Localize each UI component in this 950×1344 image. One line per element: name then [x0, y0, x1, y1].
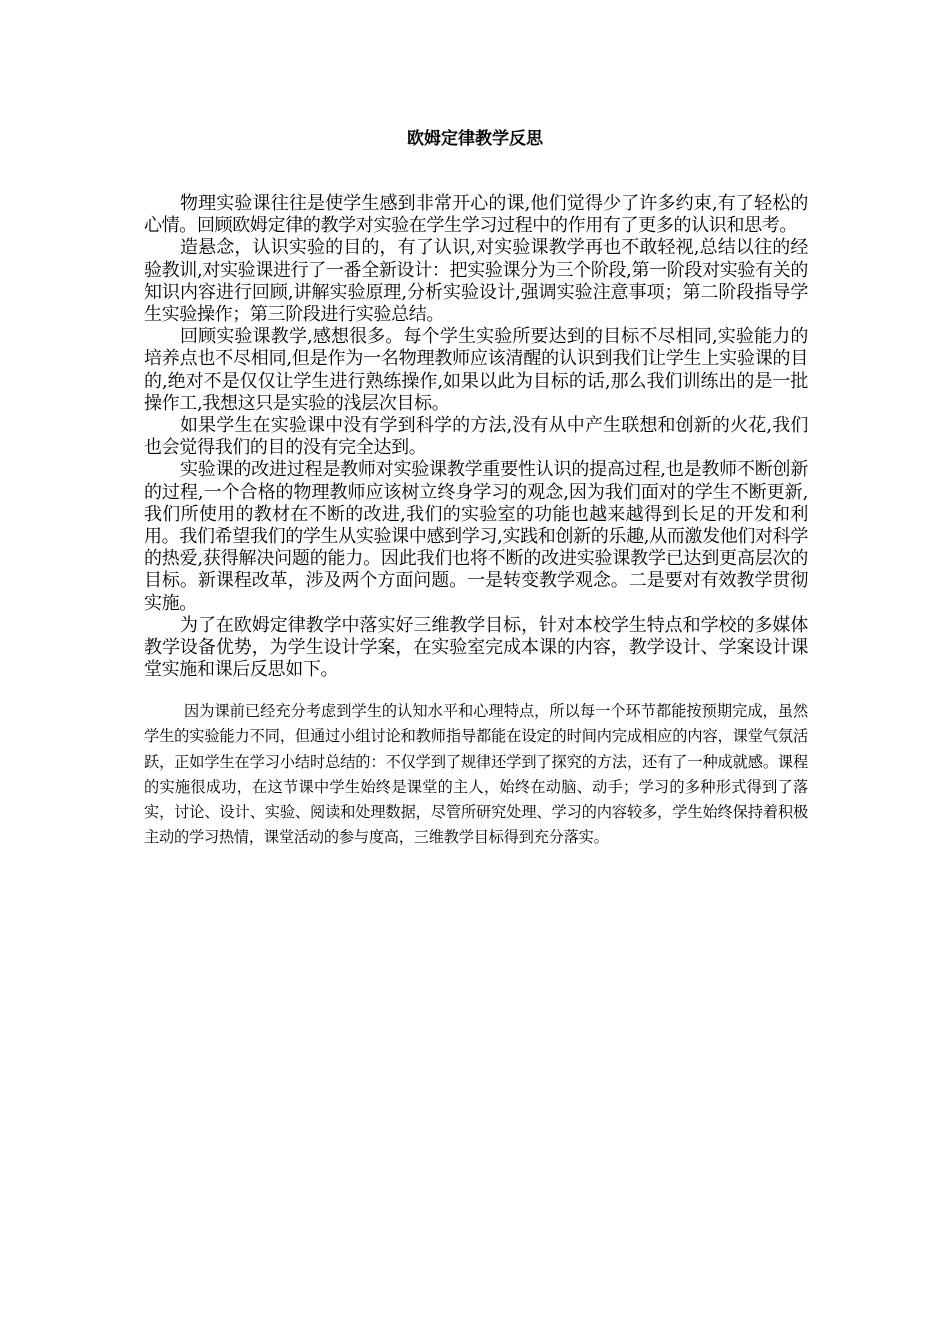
paragraph-1: 物理实验课往往是使学生感到非常开心的课,他们觉得少了许多约束,有了轻松的心情。回顾欧姆定律的教学对实验在学生学习过程中的作用有了更多的认识和思考。 [144, 193, 808, 237]
paragraph-5: 实验课的改进过程是教师对实验课教学重要性认识的提高过程,也是教师不断创新的过程,一个合格的物理教师应该树立终身学习的观念,因为我们面对的学生不断更新,我们所使用的教材在不断的改进,我们的实验室的功能也越来越得到长足的开发和利用。我们希望我们的学生从实验课中感到学习,实践和创新的乐趣,从而激发他们对科学的热爱,获得解决问题的能力。因此我们也将不断的改进实验课教学已达到更高层次的目标。新课程改革，涉及两个方面问题。一是转变教学观念。二是要对有效教学贯彻实施。 [144, 459, 808, 614]
paragraph-2: 造悬念，认识实验的目的，有了认识,对实验课教学再也不敢轻视,总结以往的经验教训,对实验课进行了一番全新设计：把实验课分为三个阶段,第一阶段对实验有关的知识内容进行回顾,讲解实验原理,分析实验设计,强调实验注意事项；第二阶段指导学生实验操作；第三阶段进行实验总结。 [144, 237, 808, 326]
closing-text [144, 699, 808, 851]
paragraph-4: 如果学生在实验课中没有学到科学的方法,没有从中产生联想和创新的火花,我们也会觉得我们的目的没有完全达到。 [144, 415, 808, 459]
document-title: 欧姆定律教学反思 [407, 129, 543, 149]
paragraph-6: 为了在欧姆定律教学中落实好三维教学目标，针对本校学生特点和学校的多媒体教学设备优势，为学生设计学案，在实验室完成本课的内容，教学设计、学案设计课堂实施和课后反思如下。 [144, 614, 808, 681]
body-text [144, 193, 808, 681]
closing-paragraph: 因为课前已经充分考虑到学生的认知水平和心理特点，所以每一个环节都能按预期完成，虽然学生的实验能力不同，但通过小组讨论和教师指导都能在设定的时间内完成相应的内容，课堂气氛活跃，正如学生在学习小结时总结的：不仅学到了规律还学到了探究的方法，还有了一种成就感。课程的实施很成功，在这节课中学生始终是课堂的主人，始终在动脑、动手；学习的多种形式得到了落实，讨论、设计、实验、阅读和处理数据，尽管所研究处理、学习的内容较多，学生始终保持着积极主动的学习热情，课堂活动的参与度高，三维教学目标得到充分落实。 [144, 702, 808, 847]
paragraph-3: 回顾实验课教学,感想很多。每个学生实验所要达到的目标不尽相同,实验能力的培养点也不尽相同,但是作为一名物理教师应该清醒的认识到我们让学生上实验课的目的,绝对不是仅仅让学生进行熟练操作,如果以此为目标的话,那么我们训练出的是一批操作工,我想这只是实验的浅层次目标。 [144, 326, 808, 414]
